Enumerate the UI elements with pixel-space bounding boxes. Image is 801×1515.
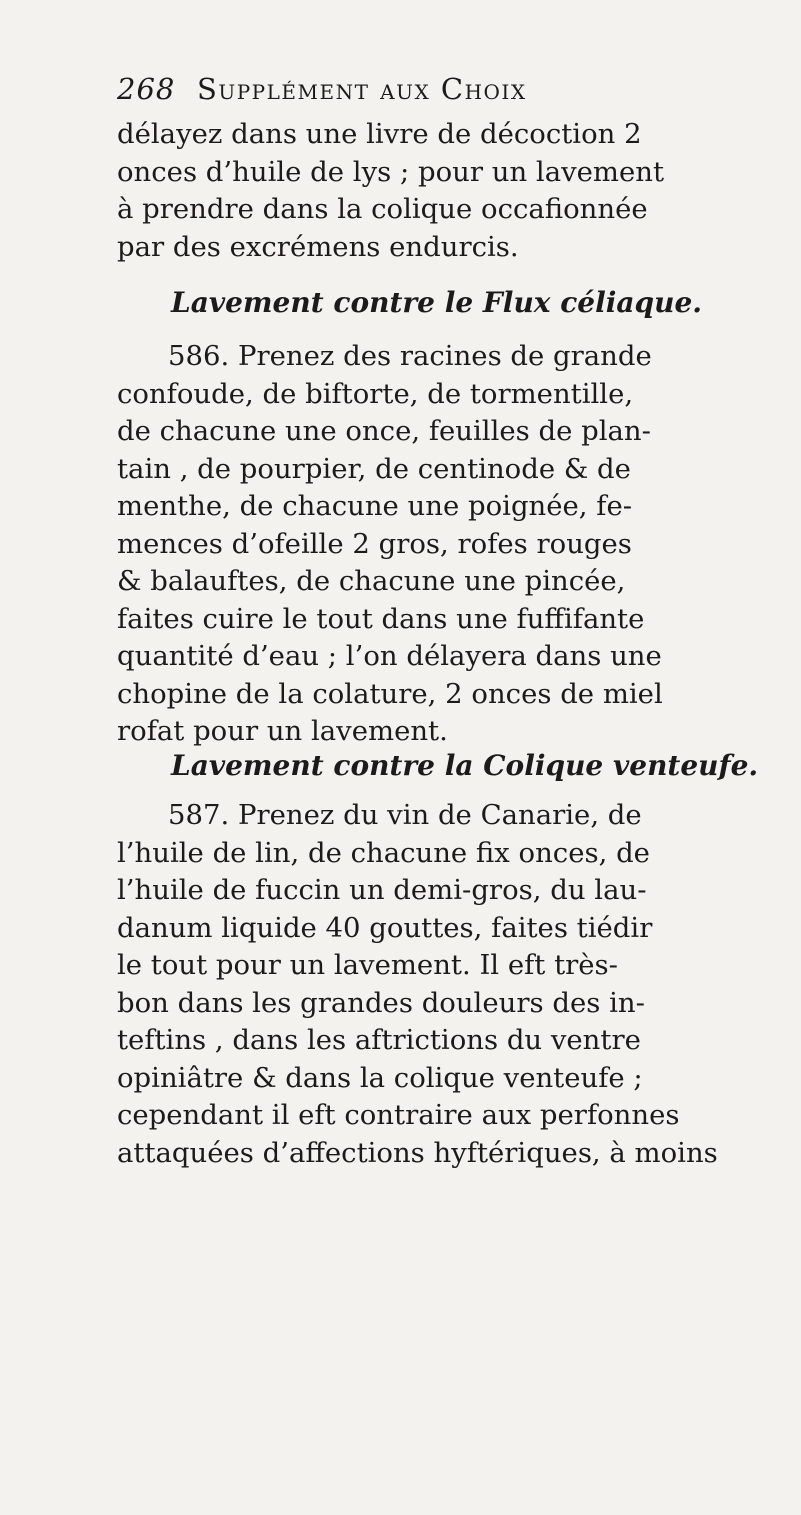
text-line: chopine de la colature, 2 onces de miel [117,677,663,710]
text-line: le tout pour un lavement. Il eft très- [117,949,618,981]
text-line: danum liquide 40 gouttes, faites tiédir [117,911,653,944]
text-line: 586. Prenez des racines de grande [168,340,652,372]
paragraph-587 [117,797,782,1172]
page-number: 268 [117,72,176,106]
text-line: onces d’huile de lys ; pour un lavement [117,155,665,188]
text-line: quantité d’eau ; l’on délayera dans une [117,640,662,672]
text-line: confoude, de biftorte, de tormentille, [117,377,634,410]
text-line: menthe, de chacune une poignée, fe- [117,490,633,522]
text-line: faites cuire le tout dans une fuffifante [117,602,645,635]
text-line: opiniâtre & dans la colique venteufe ; [117,1061,643,1094]
text-line: & balauftes, de chacune une pincée, [117,565,626,597]
text-line: l’huile de fuccin un demi-gros, du lau- [117,874,647,906]
text-line: attaquées d’affections hyftériques, à moins [117,1136,718,1169]
section-heading-colique-venteufe: Lavement contre la Colique venteufe. [171,749,759,782]
text-line: rofat pour un lavement. [117,715,448,747]
text-line: l’huile de lin, de chacune fix onces, de [117,836,650,869]
paragraph-continued [117,116,782,266]
text-line: par des excrémens endurcis. [117,230,519,263]
text-line: 587. Prenez du vin de Canarie, de [168,799,642,831]
text-line: délayez dans une livre de décoction 2 [117,118,642,150]
section-heading-flux-celiaque: Lavement contre le Flux céliaque. [171,286,703,319]
text-line: mences d’ofeille 2 gros, rofes rouges [117,527,632,560]
running-head: Supplément aux Choix [197,72,527,106]
text-line: à prendre dans la colique occafionnée [117,193,648,225]
paragraph-586 [117,338,782,751]
text-line: de chacune une once, feuilles de plan- [117,415,651,447]
text-line: tain , de pourpier, de centinode & de [117,452,631,485]
text-line: cependant il eft contraire aux perfonnes [117,1099,680,1131]
page-header [117,72,747,116]
text-line: bon dans les grandes douleurs des in- [117,986,645,1019]
text-line: teftins , dans les aftrictions du ventre [117,1024,641,1056]
